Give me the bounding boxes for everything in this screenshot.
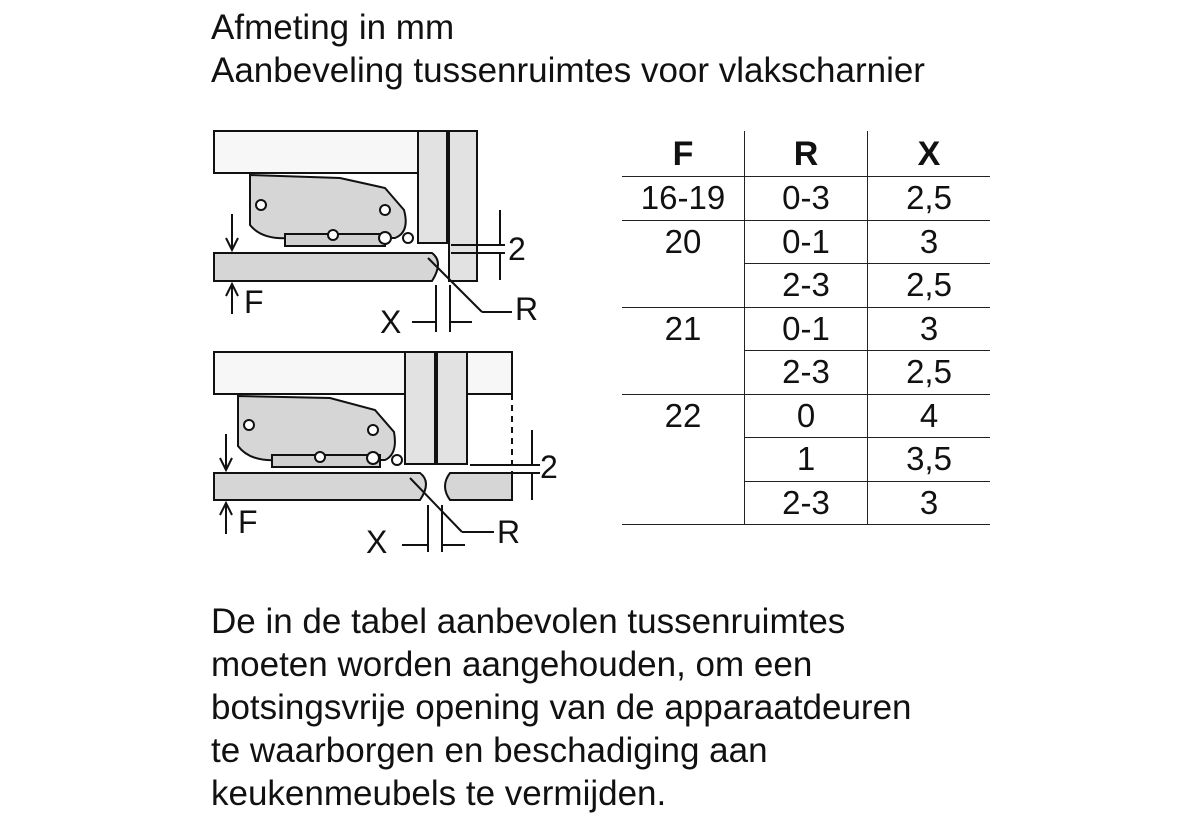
r-label-top: R [515, 291, 539, 327]
cell-x: 3 [868, 481, 991, 525]
cell-r: 0-1 [745, 307, 868, 351]
gap-label-bottom: 2 [540, 449, 558, 485]
cell-r: 2-3 [745, 481, 868, 525]
cell-x: 2,5 [868, 264, 991, 308]
cell-f: 21 [622, 307, 745, 351]
table-row [622, 307, 990, 351]
cell-f [622, 264, 745, 308]
table-row [622, 438, 990, 482]
cell-x: 4 [868, 394, 991, 438]
door-column-top [418, 131, 447, 243]
cell-r: 0-1 [745, 220, 868, 264]
note-line: moeten worden aangehouden, om een [211, 645, 813, 684]
cell-r: 0 [745, 394, 868, 438]
cell-r: 0-3 [745, 177, 868, 221]
cell-f: 22 [622, 394, 745, 438]
heading-line-2: Aanbeveling tussenruimtes voor vlakscharnier [211, 51, 925, 90]
table-row [622, 351, 990, 395]
note-line: botsingsvrije opening van de apparaatdeuren [211, 688, 912, 727]
cell-r: 1 [745, 438, 868, 482]
header-f: F [622, 131, 745, 177]
note-line: keukenmeubels te vermijden. [211, 774, 667, 813]
header-r: R [745, 131, 868, 177]
x-label-bottom: X [366, 524, 388, 560]
hinge-plate-bottom [272, 455, 380, 467]
gap-label-top: 2 [508, 231, 526, 267]
cell-x: 2,5 [868, 177, 991, 221]
cell-r: 2-3 [745, 351, 868, 395]
note-line: De in de tabel aanbevolen tussenruimtes [211, 602, 846, 641]
cell-f [622, 481, 745, 525]
hinge-diagram [200, 120, 570, 560]
header-x: X [868, 131, 991, 177]
table-row [622, 264, 990, 308]
r-label-bottom: R [497, 514, 521, 550]
cell-x: 3,5 [868, 438, 991, 482]
diagram-bottom [214, 352, 540, 552]
x-label-top: X [380, 304, 402, 340]
heading-line-1: Afmeting in mm [211, 8, 455, 47]
door-column-bottom [405, 352, 435, 464]
cell-f [622, 351, 745, 395]
f-label-top: F [244, 284, 264, 320]
cabinet-panel-top [214, 131, 420, 173]
spacing-table [622, 131, 990, 525]
table-row [622, 220, 990, 264]
f-label-bottom: F [238, 504, 258, 540]
table-row [622, 177, 990, 221]
adjacent-panel-bottom [445, 473, 512, 500]
carcass-panel-bottom [214, 473, 426, 500]
carcass-panel-top [214, 253, 438, 281]
cell-r: 2-3 [745, 264, 868, 308]
cell-f: 16-19 [622, 177, 745, 221]
cell-f [622, 438, 745, 482]
cell-x: 3 [868, 307, 991, 351]
door-front-bottom [437, 352, 467, 464]
heading [211, 6, 925, 92]
note-line: te waarborgen en beschadiging aan [211, 731, 768, 770]
table-row [622, 481, 990, 525]
cell-f: 20 [622, 220, 745, 264]
table-row [622, 394, 990, 438]
note-paragraph [211, 600, 912, 815]
door-front-top [449, 131, 477, 281]
cell-x: 3 [868, 220, 991, 264]
cell-x: 2,5 [868, 351, 991, 395]
